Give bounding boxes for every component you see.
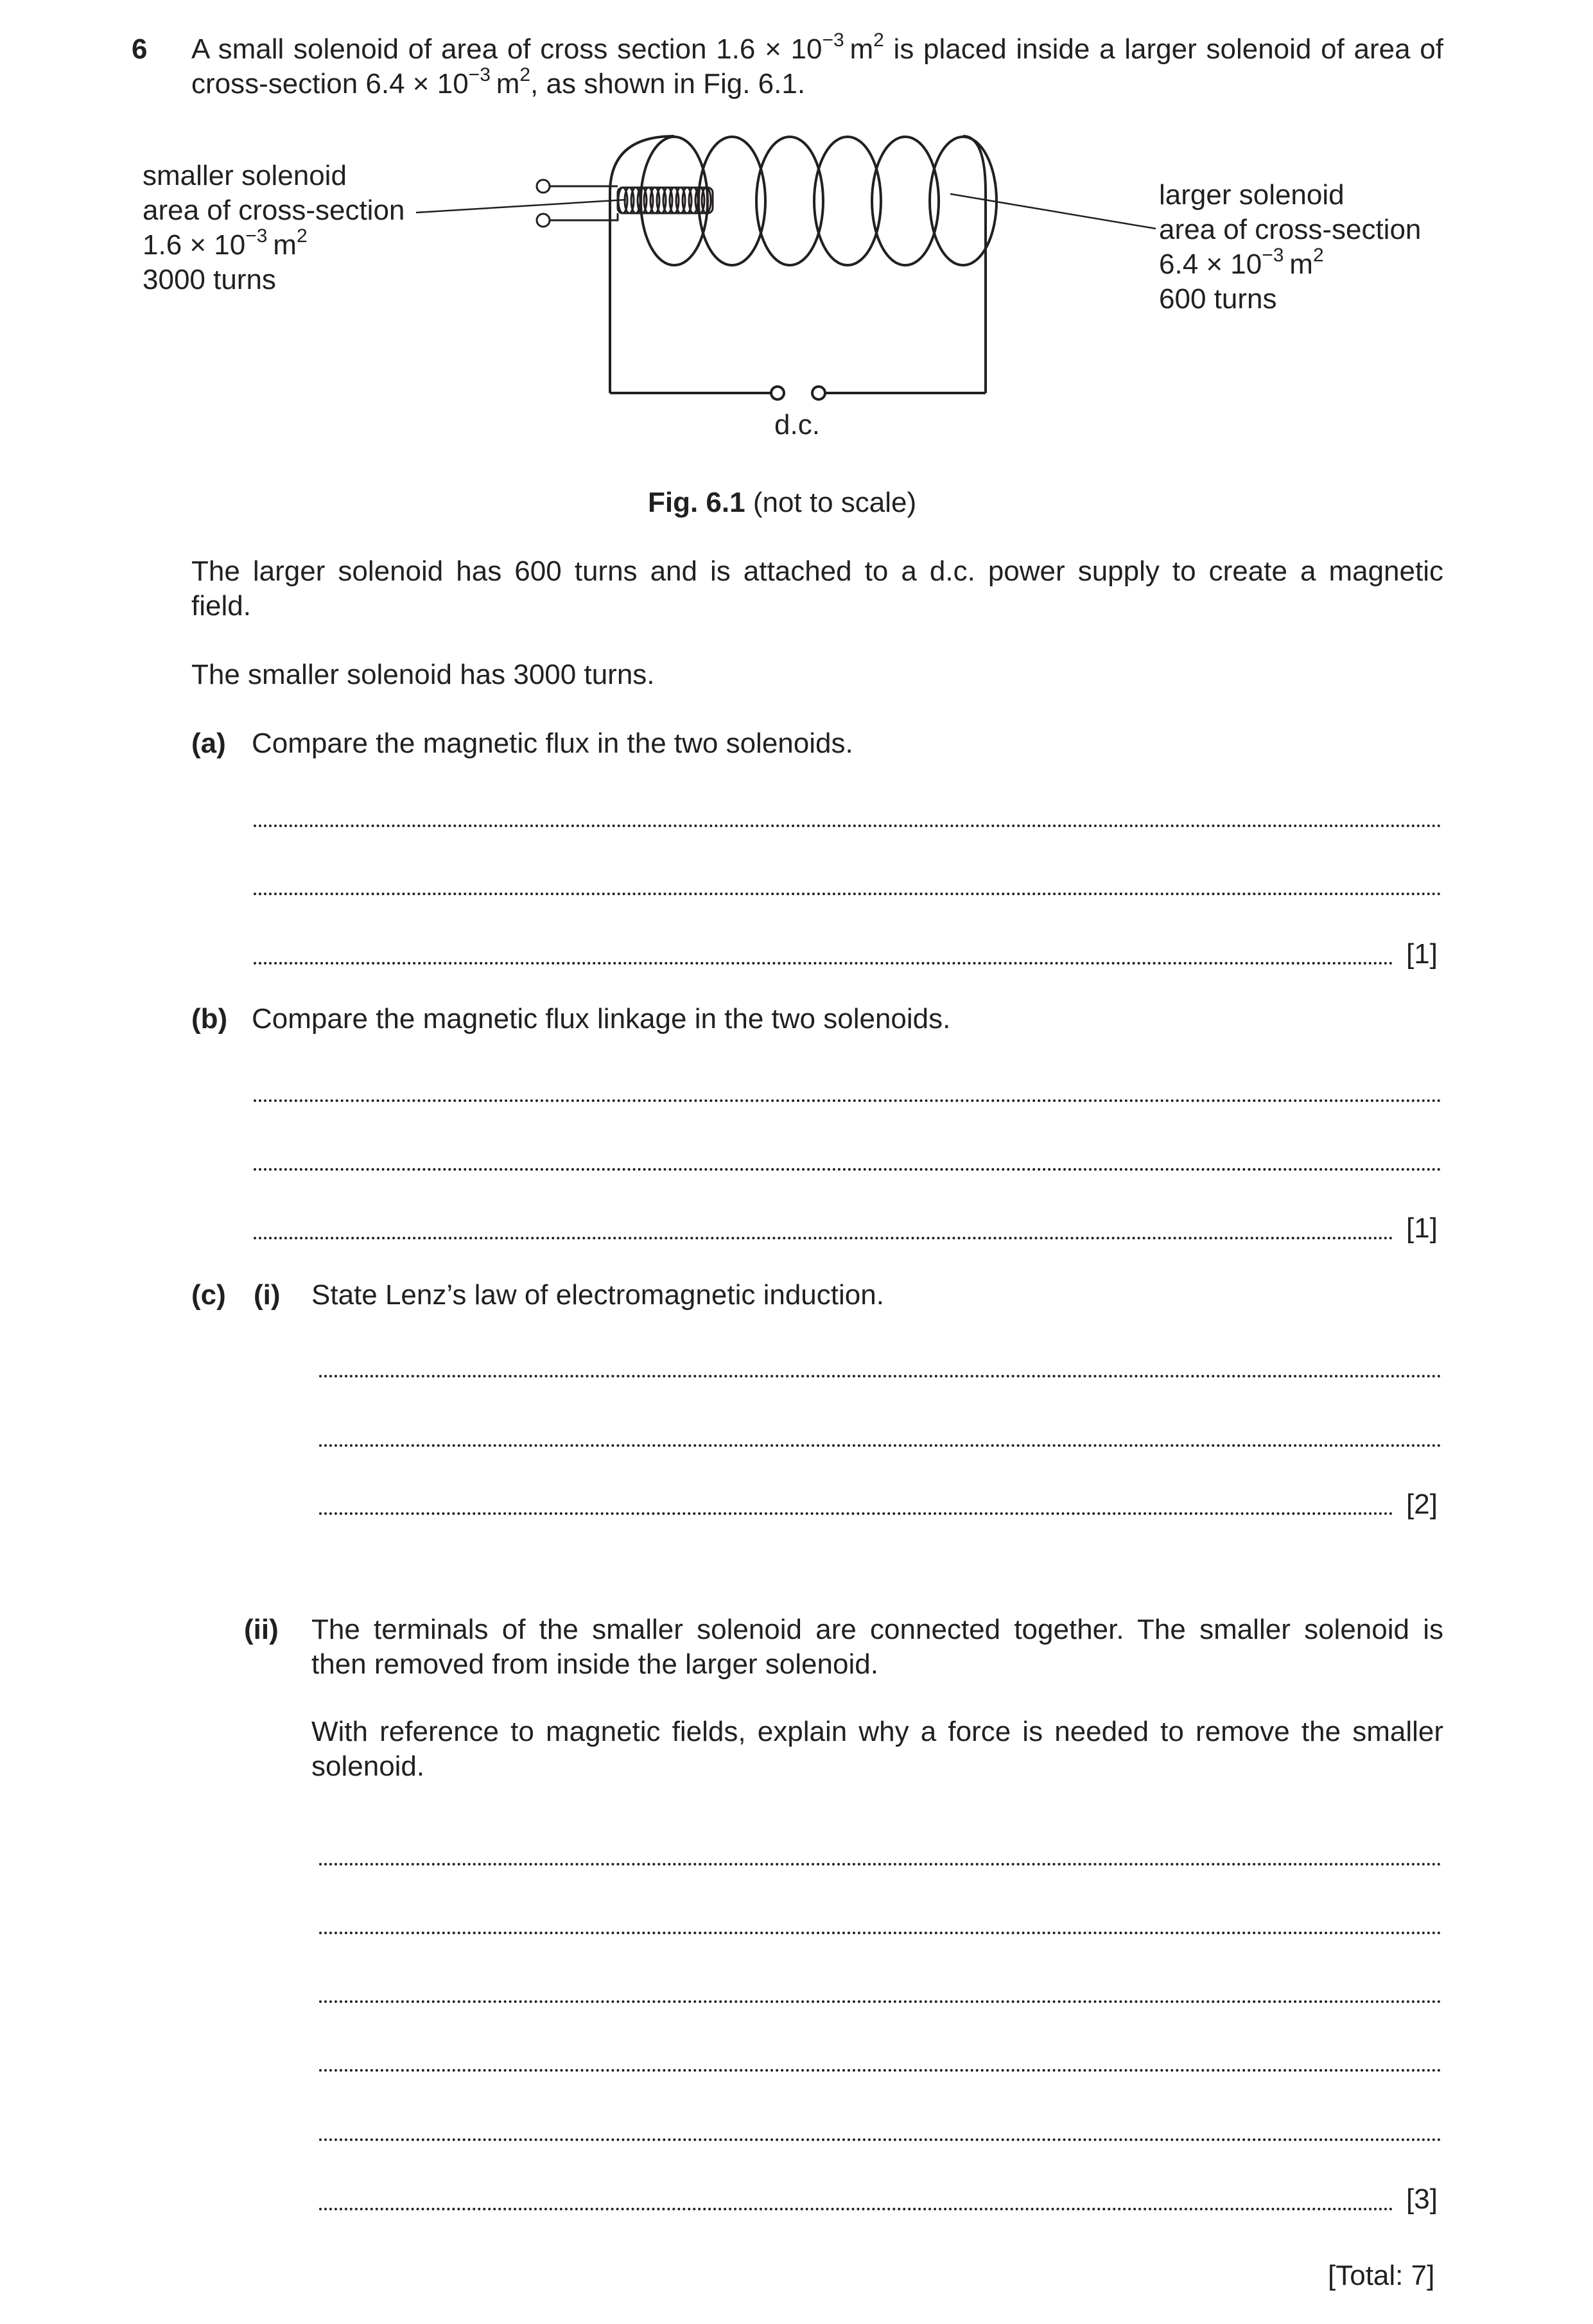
paragraph-1: The larger solenoid has 600 turns and is attached to a d.c. power supply to create a magnetic field. — [191, 555, 1443, 622]
answer-line-c-i-3[interactable] — [319, 1512, 1393, 1515]
question-intro-line-1: A small solenoid of area of cross section $1.6 \times 10^{-3}$ $m^2$ is placed inside a larger solenoid of area of — [191, 30, 1443, 65]
answer-line-c-ii-4[interactable] — [319, 2069, 1441, 2072]
question-intro-line-2: cross-section $6.4 \times 10^{-3}$ $m^2$, as shown in Fig. 6.1. — [191, 64, 806, 100]
large-label-line-1: larger solenoid — [1159, 179, 1345, 211]
part-c-i-mark: [2] — [1406, 1489, 1438, 1520]
answer-line-c-ii-3[interactable] — [319, 2000, 1441, 2003]
small-label-line-1: smaller solenoid — [143, 160, 347, 191]
answer-line-a-3[interactable] — [254, 962, 1393, 965]
total-marks: [Total: 7] — [1328, 2260, 1435, 2291]
small-label-leader — [416, 200, 626, 213]
dc-terminal-left — [771, 387, 784, 399]
part-c-ii-text-1: The terminals of the smaller solenoid are connected together. The smaller solenoid is then removed from inside the larger solenoid. — [311, 1614, 1443, 1680]
answer-line-c-i-1[interactable] — [319, 1375, 1441, 1377]
large-label-line-4: 600 turns — [1159, 283, 1277, 315]
part-b-mark: [1] — [1406, 1212, 1438, 1244]
small-terminal-top — [537, 180, 550, 193]
answer-line-c-ii-1[interactable] — [319, 1863, 1441, 1865]
answer-line-b-2[interactable] — [254, 1168, 1441, 1171]
part-b-label: (b) — [191, 1003, 228, 1035]
part-a-label: (a) — [191, 728, 226, 759]
part-a-mark: [1] — [1406, 938, 1438, 970]
part-c-i-label: (i) — [254, 1279, 281, 1311]
small-solenoid-label — [143, 159, 405, 297]
dc-label: d.c. — [774, 409, 820, 441]
answer-line-c-ii-2[interactable] — [319, 1932, 1441, 1934]
paragraph-2: The smaller solenoid has 3000 turns. — [191, 659, 655, 690]
answer-line-a-2[interactable] — [254, 893, 1441, 895]
answer-line-a-1[interactable] — [254, 825, 1441, 827]
part-c-ii-mark: [3] — [1406, 2183, 1438, 2215]
answer-line-c-ii-5[interactable] — [319, 2138, 1441, 2141]
part-c-ii-text-2: With reference to magnetic fields, explain why a force is needed to remove the smaller solenoid. — [311, 1716, 1443, 1782]
large-solenoid-coil — [641, 137, 997, 265]
small-label-line-4: 3000 turns — [143, 264, 276, 295]
figure-caption-number: Fig. 6.1 — [648, 487, 745, 518]
answer-line-c-ii-6[interactable] — [319, 2208, 1393, 2210]
small-label-line-2: area of cross-section — [143, 195, 405, 226]
part-c-i-question: State Lenz’s law of electromagnetic induction. — [311, 1279, 884, 1311]
part-a-question: Compare the magnetic flux in the two solenoids. — [252, 728, 853, 759]
question-number: 6 — [132, 33, 148, 65]
part-c-ii-label: (ii) — [244, 1614, 279, 1645]
answer-line-b-1[interactable] — [254, 1099, 1441, 1102]
large-solenoid-label — [1159, 178, 1421, 317]
figure-caption — [648, 485, 916, 520]
large-label-line-3: $6.4 \times 10^{-3}$ $m^2$ — [1159, 245, 1324, 280]
answer-line-b-3[interactable] — [254, 1237, 1393, 1239]
answer-line-c-i-2[interactable] — [319, 1444, 1441, 1447]
part-c-label: (c) — [191, 1279, 226, 1311]
small-label-line-3: $1.6 \times 10^{-3}$ $m^2$ — [143, 225, 308, 261]
large-label-line-2: area of cross-section — [1159, 214, 1422, 245]
small-terminal-bottom — [537, 214, 550, 227]
dc-terminal-right — [812, 387, 825, 399]
figure-caption-note: (not to scale) — [745, 487, 917, 518]
large-label-leader — [950, 194, 1156, 229]
part-b-question: Compare the magnetic flux linkage in the two solenoids. — [252, 1003, 951, 1035]
